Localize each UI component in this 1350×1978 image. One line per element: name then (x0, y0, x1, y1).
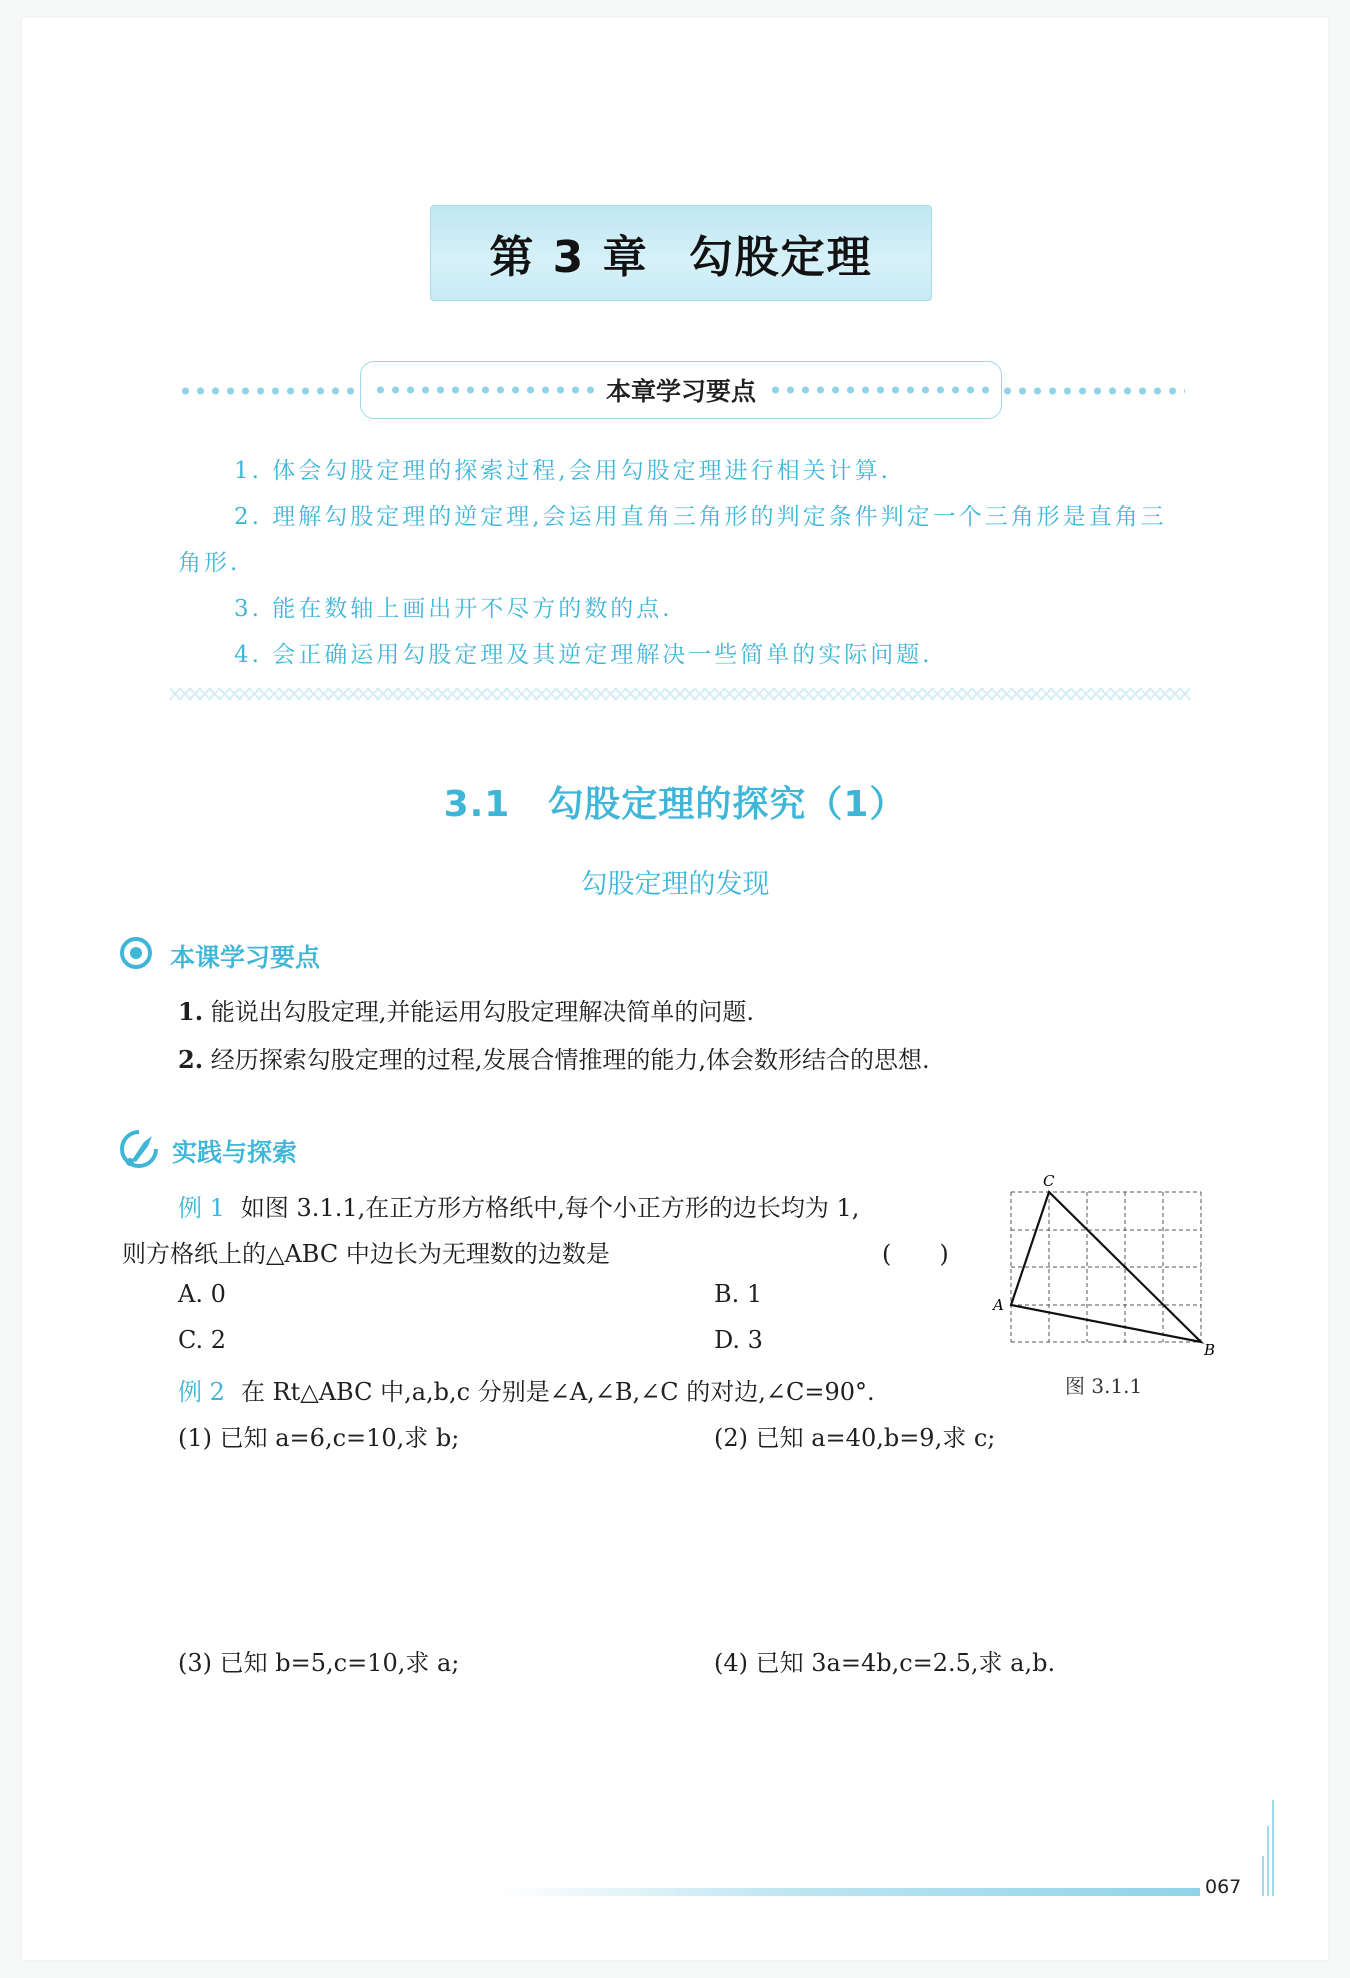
figure-grid-triangle (990, 1172, 1230, 1372)
practice-heading: 实践与探索 (172, 1138, 298, 1167)
option-a: A. 0 (178, 1280, 226, 1308)
option-b: B. 1 (714, 1280, 763, 1308)
vertex-label-c: C (1043, 1172, 1055, 1190)
section-title: 3.1 勾股定理的探究（1） (443, 784, 907, 825)
chapter-key-points-heading: 本章学习要点 (606, 377, 757, 406)
target-icon (120, 937, 152, 969)
rocket-icon (118, 1128, 160, 1170)
option-d: D. 3 (714, 1326, 763, 1354)
chapter-number: 第 3 章 (489, 232, 649, 283)
example2-label: 例 2 (178, 1378, 225, 1406)
chapter-key-points-header (360, 361, 1002, 419)
example1-label: 例 1 (178, 1194, 225, 1222)
chapter-key-point: 2. 理解勾股定理的逆定理,会运用直角三角形的判定条件判定一个三角形是直角三角形. (178, 504, 1167, 576)
figure-caption: 图 3.1.1 (1065, 1374, 1143, 1398)
chapter-key-point: 1. 体会勾股定理的探索过程,会用勾股定理进行相关计算. (234, 458, 891, 484)
lesson-key-point: 2. 经历探索勾股定理的过程,发展合情推理的能力,体会数形结合的思想. (178, 1045, 930, 1074)
lesson-key-points-heading: 本课学习要点 (170, 943, 321, 972)
decorative-divider (170, 688, 1190, 700)
footer-lines (1262, 1800, 1276, 1896)
answer-blank: ( ) (882, 1240, 949, 1268)
dotted-rule-right (1000, 386, 1185, 396)
section-subtitle: 勾股定理的发现 (580, 869, 770, 900)
chapter-title (430, 205, 932, 301)
example2-statement: 例 2 在 Rt△ABC 中,a,b,c 分别是∠A,∠B,∠C 的对边,∠C=90°. (178, 1378, 875, 1406)
grid-lines (1011, 1192, 1201, 1342)
example1-line1: 例 1 如图 3.1.1,在正方形方格纸中,每个小正方形的边长均为 1, (178, 1194, 860, 1222)
lesson-key-points-list (178, 988, 1138, 1084)
chapter-key-points-list (178, 448, 1188, 678)
example2-part1: (1) 已知 a=6,c=10,求 b; (178, 1424, 460, 1452)
example2-part2: (2) 已知 a=40,b=9,求 c; (714, 1424, 996, 1452)
vertex-label-b: B (1204, 1341, 1216, 1359)
example2-part3: (3) 已知 b=5,c=10,求 a; (178, 1649, 460, 1677)
vertex-label-a: A (993, 1296, 1004, 1314)
page-number: 067 (1205, 1876, 1242, 1898)
example2-part4: (4) 已知 3a=4b,c=2.5,求 a,b. (714, 1649, 1056, 1677)
chapter-key-point: 3. 能在数轴上画出开不尽方的数的点. (234, 596, 673, 622)
footer-bar (500, 1888, 1200, 1896)
lesson-key-point: 1. 能说出勾股定理,并能运用勾股定理解决简单的问题. (178, 997, 754, 1026)
dotted-rule-left (178, 386, 363, 396)
option-c: C. 2 (178, 1326, 227, 1354)
example1-line2: 则方格纸上的△ABC 中边长为无理数的边数是 (122, 1240, 610, 1268)
chapter-name: 勾股定理 (688, 232, 873, 283)
chapter-key-point: 4. 会正确运用勾股定理及其逆定理解决一些简单的实际问题. (234, 642, 933, 668)
